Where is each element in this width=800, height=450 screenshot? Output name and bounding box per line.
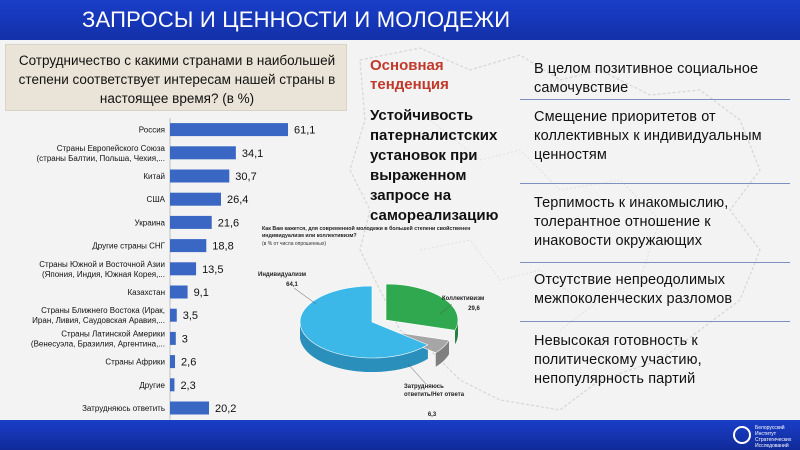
bar-category-label xyxy=(128,288,166,297)
category-line: Затрудняюсь ответить xyxy=(82,404,165,413)
pie-leader-line xyxy=(408,364,426,384)
pie-chart xyxy=(256,252,516,420)
bar-category-label xyxy=(31,329,165,348)
logo-icon xyxy=(733,426,751,444)
bar xyxy=(170,262,196,275)
category-line: (Япония, Индия, Южная Корея,... xyxy=(41,269,165,279)
category-line: (страны Балтии, Польша, Чехия,... xyxy=(36,153,165,163)
bar xyxy=(170,378,174,391)
pie-question: Как Вам кажется, для современной молодежи в большей степени свойственен индивидуализм или коллективизм? xyxy=(262,226,471,239)
tendency-label: Основная тенденция xyxy=(370,57,449,93)
label-line: Индивидуализм xyxy=(258,272,307,278)
bar xyxy=(170,402,209,415)
bar-value-label: 30,7 xyxy=(235,171,257,183)
bar-value-label: 2,6 xyxy=(181,356,197,369)
footer-bar xyxy=(0,420,800,450)
statement-item: Смещение приоритетов от коллективных к индивидуальным ценностям xyxy=(534,109,762,163)
bar-category-label xyxy=(37,144,166,163)
bar-category-label xyxy=(105,358,165,367)
statement-item: Отсутствие непреодолимых межпоколенческих разломов xyxy=(534,272,733,307)
category-line: Китай xyxy=(143,172,165,181)
bar xyxy=(170,170,229,183)
question-box xyxy=(5,44,347,111)
category-line: Казахстан xyxy=(127,288,165,297)
bar-value-label: 18,8 xyxy=(212,240,234,253)
category-line: Другие xyxy=(139,380,165,390)
label-line: Затрудняюсь xyxy=(404,384,444,390)
category-line: Иран, Ливия, Саудовская Аравия,... xyxy=(32,316,165,326)
header-bar xyxy=(0,0,800,40)
pie-value-label: 29,6 xyxy=(468,306,480,312)
bar xyxy=(170,332,176,345)
category-line: Страны Африки xyxy=(105,357,165,367)
bar xyxy=(170,239,206,252)
category-line: Украина xyxy=(134,218,165,228)
category-line: Страны Ближнего Востока (Ирак, xyxy=(41,306,165,316)
pie-slice-label xyxy=(442,296,485,302)
page-title: ЗАПРОСЫ И ЦЕННОСТИ И МОЛОДЕЖИ xyxy=(82,7,511,32)
bar xyxy=(170,216,212,229)
bar-category-label xyxy=(82,404,165,413)
bar-value-label: 26,4 xyxy=(226,194,249,207)
pie-slice-label xyxy=(258,272,307,278)
bar xyxy=(170,309,177,322)
category-line: Россия xyxy=(138,125,165,135)
logo-text: Белорусский Институт Стратегических Исследований xyxy=(755,425,792,449)
bar-category-label xyxy=(92,242,165,251)
pie-slice-label xyxy=(404,384,465,398)
statement-divider xyxy=(520,183,790,184)
institute-logo xyxy=(733,424,797,448)
statement-divider xyxy=(520,99,790,100)
bar xyxy=(170,123,288,136)
category-line: Страны Европейского Союза xyxy=(56,143,165,153)
bar-category-label xyxy=(39,260,165,279)
bar xyxy=(170,146,236,159)
bar-value-label: 20,2 xyxy=(215,403,237,415)
pie-note: (в % от числа опрошенных) xyxy=(262,241,327,247)
tendency-block xyxy=(370,56,510,226)
category-line: США xyxy=(146,195,165,205)
bar xyxy=(170,286,188,299)
bar-value-label: 34,1 xyxy=(241,147,264,160)
bar-value-label: 3 xyxy=(181,333,188,346)
bar-value-label: 9,1 xyxy=(193,287,209,299)
bar-value-label: 3,5 xyxy=(182,310,199,323)
pie-leader-line xyxy=(294,288,316,304)
bar xyxy=(170,355,175,368)
statement-item: В целом позитивное социальное самочувствие xyxy=(534,61,759,96)
bar-value-label: 61,1 xyxy=(294,124,316,137)
statement-divider xyxy=(520,262,790,263)
label-line: ответить/Нет ответа xyxy=(404,392,465,398)
category-line: Другие страны СНГ xyxy=(92,241,165,251)
bar-category-label xyxy=(32,306,165,325)
pie-slice xyxy=(386,284,458,330)
statement-divider xyxy=(520,321,790,322)
label-line: Коллективизм xyxy=(442,296,485,302)
bar-value-label: 2,3 xyxy=(180,379,196,392)
bar xyxy=(170,193,221,206)
bar-value-label: 13,5 xyxy=(202,263,224,276)
category-line: Страны Латинской Америки xyxy=(61,329,165,339)
pie-value-label: 64,1 xyxy=(286,282,298,288)
bar-category-label xyxy=(139,381,165,390)
bar-category-label xyxy=(139,126,165,135)
statement-item: Терпимость к инакомыслию, толерантное отношение к инаковости окружающих xyxy=(534,195,729,249)
pie-value-label: 6,3 xyxy=(427,412,437,418)
bar-category-label xyxy=(135,218,166,227)
statement-item: Невысокая готовность к политическому участию, непопулярность партий xyxy=(534,333,702,387)
tendency-text: Устойчивость патерналистских установок при выраженном запросе на самореализацию xyxy=(370,107,499,224)
bar-category-label xyxy=(143,172,165,181)
category-line: (Венесуэла, Бразилия, Аргентина,... xyxy=(30,339,165,349)
category-line: Страны Южной и Восточной Азии xyxy=(39,259,165,269)
bar-value-label: 21,6 xyxy=(217,217,240,230)
bar-category-label xyxy=(147,195,166,204)
question-text: Сотрудничество с какими странами в наибольшей степени соответствует интересам нашей страны в настоящее время? (в %) xyxy=(18,53,336,106)
